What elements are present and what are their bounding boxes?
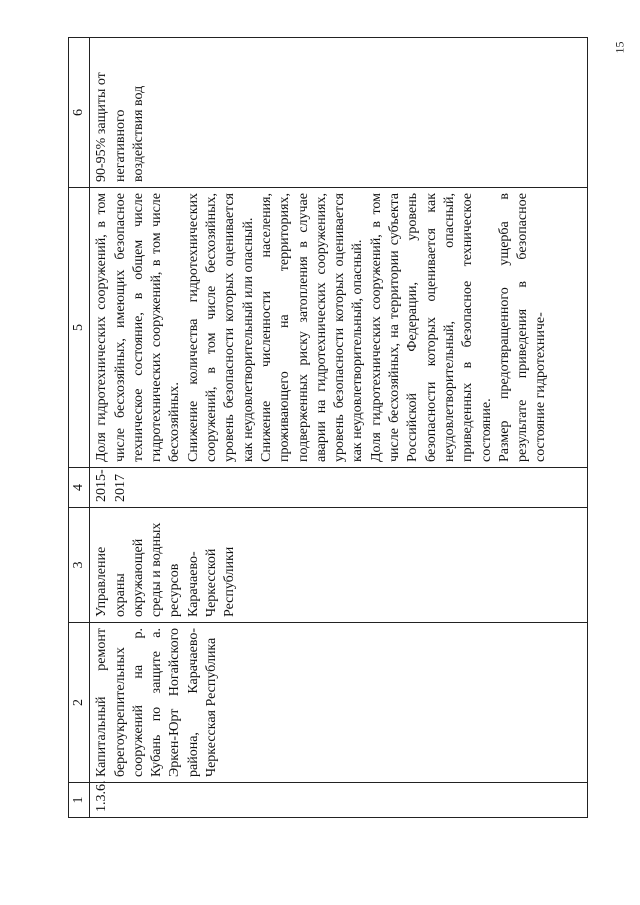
program-table [68,37,588,818]
table-row [90,38,588,818]
header-col-2: 2 [69,623,90,783]
header-col-1: 1 [69,783,90,818]
header-col-3: 3 [69,508,90,623]
result-cell: 90-95% защиты от негативного воздействия вод [90,38,588,188]
indicator-3: Снижение численности населения, проживающего на территориях, подверженных риску затопления в случае аварии на гидротехнических сооружениях, уровень безопасности которых оценивается как неудовлетворительный, опасный. [258,193,366,462]
indicator-4: Доля гидротехнических сооружений, в том числе бесхозяйных, на территории субъекта Российской Федерации, уровень безопасности которых оценивается как неудовлетворительный, опасный, приведенных в безопасное техническое состояние. [368,193,494,462]
years-cell: 2015-2017 [90,468,588,508]
indicator-1: Доля гидротехнических сооружений, в том числе бесхозяйных, имеющих безопасное техническое состояние, в общем числе гидротехнических сооружений, в том числе бесхозяйных. [94,193,183,462]
indicator-2: Снижение количества гидротехнических сооружений, в том числе бесхозяйных, уровень безопасности которых оценивается как неудовлетворительный или опасный. [185,193,256,462]
header-col-6: 6 [69,38,90,188]
object-cell: Капитальный ремонт берегоукрепительных сооружений на р. Кубань по защите а. Эркен-Юрт Ногайского района, Карачаево-Черкесская Республика [90,623,588,783]
indicators-cell [90,188,588,468]
indicator-5: Размер предотвращенного ущерба в результате приведения в безопасное состояние гидротехниче- [496,193,549,462]
row-number-cell: 1.3.6. [90,783,588,818]
header-row [69,38,90,818]
rotated-page-content [68,38,588,818]
responsible-cell: Управление охраны окружающей среды и водных ресурсов Карачаево-Черкесской Республики [90,508,588,623]
header-col-4: 4 [69,468,90,508]
page-number: 15 [612,41,627,54]
header-col-5: 5 [69,188,90,468]
